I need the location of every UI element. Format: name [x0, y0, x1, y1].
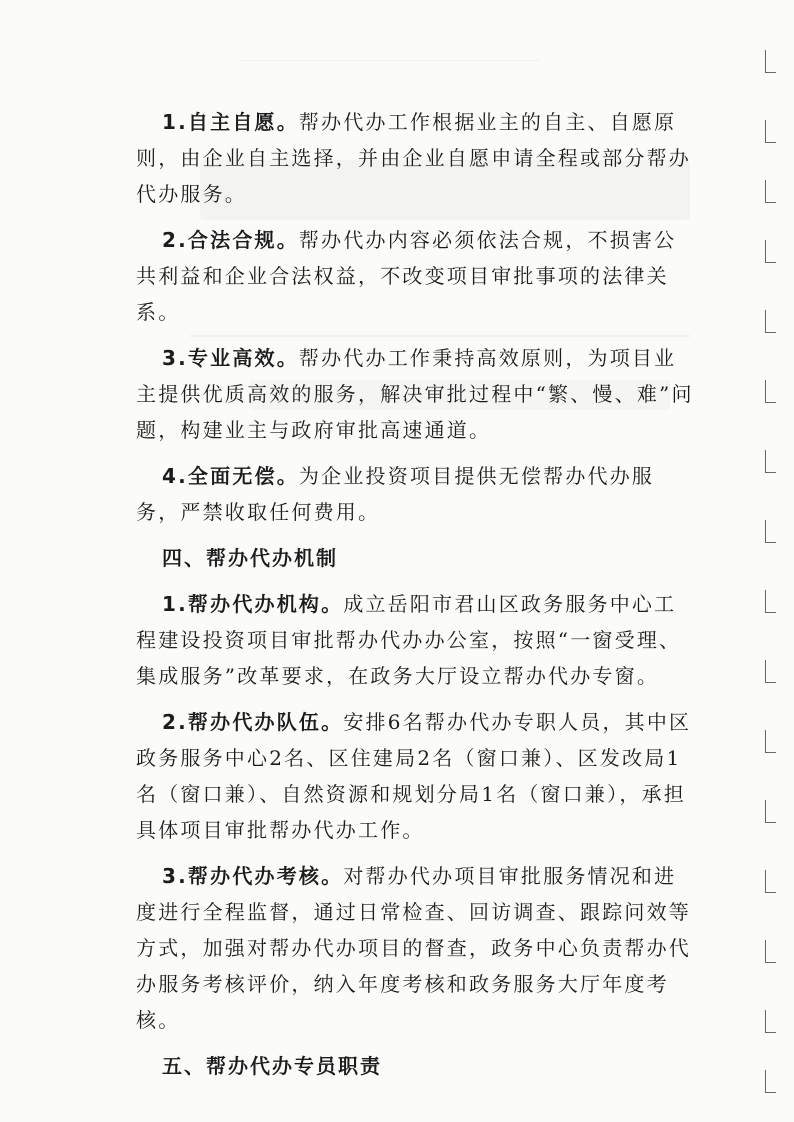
edge-mark — [765, 940, 776, 963]
edge-mark — [765, 310, 776, 333]
binding-edge-marks — [762, 40, 776, 1100]
edge-mark — [765, 870, 776, 893]
mechanism-paragraph-3 — [136, 858, 696, 1038]
edge-mark — [765, 240, 776, 263]
section-heading-duties: 五、帮办代办专员职责 — [162, 1054, 382, 1078]
edge-mark — [765, 120, 776, 143]
mechanism-paragraph-2 — [136, 704, 696, 848]
principle-paragraph-4 — [136, 458, 696, 530]
mechanism-2-lead: 2.帮办代办队伍。 — [162, 710, 344, 734]
edge-mark — [765, 380, 776, 403]
edge-mark — [765, 450, 776, 473]
principle-3-lead: 3.专业高效。 — [162, 346, 299, 370]
edge-mark — [765, 1070, 776, 1093]
mechanism-2-text: 安排6名帮办代办专职人员，其中区政务服务中心2名、区住建局2名（窗口兼）、区发改局1名（窗口兼）、自然资源和规划分局1名（窗口兼），承担具体项目审批帮办代办工作。 — [136, 710, 692, 842]
document-body — [136, 104, 696, 1094]
principle-2-text: 帮办代办内容必须依法合规，不损害公共利益和企业合法权益，不改变项目审批事项的法律关系。 — [136, 228, 677, 324]
mechanism-paragraph-1 — [136, 586, 696, 694]
bleed-through-header — [240, 0, 540, 61]
edge-mark — [765, 180, 776, 203]
mechanism-1-lead: 1.帮办代办机构。 — [162, 592, 344, 616]
mechanism-3-lead: 3.帮办代办考核。 — [162, 864, 344, 888]
mechanism-3-text: 对帮办代办项目审批服务情况和进度进行全程监督，通过日常检查、回访调查、跟踪问效等方式，加强对帮办代办项目的督查，政务中心负责帮办代办服务考核评价，纳入年度考核和政务服务大厅年度考核。 — [136, 864, 691, 1032]
section-heading-mechanism: 四、帮办代办机制 — [162, 546, 338, 570]
principle-paragraph-2 — [136, 222, 696, 330]
principle-4-lead: 4.全面无偿。 — [162, 464, 299, 488]
principle-3-text: 帮办代办工作秉持高效原则，为项目业主提供优质高效的服务，解决审批过程中“繁、慢、难”问题，构建业主与政府审批高速通道。 — [136, 346, 694, 442]
edge-mark — [765, 520, 776, 543]
edge-mark — [765, 50, 776, 73]
principle-paragraph-1 — [136, 104, 696, 212]
mechanism-1-text: 成立岳阳市君山区政务服务中心工程建设投资项目审批帮办代办办公室，按照“一窗受理、集成服务”改革要求，在政务大厅设立帮办代办专窗。 — [136, 592, 682, 688]
principle-1-lead: 1.自主自愿。 — [162, 110, 299, 134]
edge-mark — [765, 660, 776, 683]
edge-mark — [765, 800, 776, 823]
edge-mark — [765, 730, 776, 753]
edge-mark — [765, 590, 776, 613]
principle-paragraph-3 — [136, 340, 696, 448]
principle-2-lead: 2.合法合规。 — [162, 228, 299, 252]
principle-4-text: 为企业投资项目提供无偿帮办代办服务，严禁收取任何费用。 — [136, 464, 655, 524]
edge-mark — [765, 1010, 776, 1033]
principle-1-text: 帮办代办工作根据业主的自主、自愿原则，由企业自主选择，并由企业自愿申请全程或部分帮办代办服务。 — [136, 110, 691, 206]
